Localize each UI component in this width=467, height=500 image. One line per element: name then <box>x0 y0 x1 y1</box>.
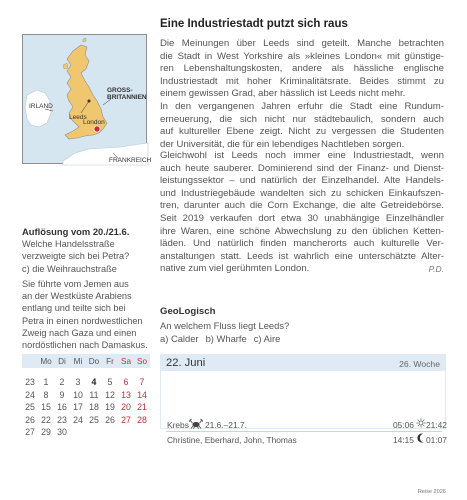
calendar-week-number: 26 <box>25 414 35 425</box>
sunset-time: 21:42 <box>426 420 447 430</box>
article-line: ihre Waren, eine schöne Abwechslung zu den üblichen Ketten- <box>160 225 444 237</box>
solution-answer: c) die Weihrauchstraße <box>22 264 117 274</box>
zodiac-date-range: 21.6.–21.7. <box>205 420 247 430</box>
calendar-week-number: 25 <box>25 402 35 413</box>
solution-line: nordöstlichen nach Damaskus. <box>22 340 148 351</box>
calendar-body <box>22 368 150 439</box>
calendar-day: 24 <box>73 414 83 425</box>
calendar-week-row <box>22 376 150 389</box>
article-title: Eine Industriestadt putzt sich raus <box>160 18 348 30</box>
day-panel <box>160 354 447 445</box>
calendar-day: 26 <box>105 414 115 425</box>
article-line: die Stadt in West Yorkshire als »kleines London« mit günstige- <box>160 50 444 62</box>
geo-option-c: c) Aire <box>253 333 281 344</box>
name-days: Christine, Eberhard, John, Thomas <box>167 435 297 445</box>
calendar-day: 14 <box>137 389 147 400</box>
calendar-day: 15 <box>41 402 51 413</box>
calendar-day: 11 <box>89 389 99 400</box>
calendar-day: 16 <box>57 402 67 413</box>
article-line: einem gewissen Grad, aber hässlich ist Leeds nicht mehr. <box>160 88 406 100</box>
calendar-weekday: Mo <box>40 356 52 366</box>
geo-quiz-title: GeoLogisch <box>160 306 216 317</box>
calendar-day: 1 <box>43 377 49 388</box>
calendar-day: 8 <box>43 389 49 400</box>
article-line: Industriestadt mit hoher Kriminalitätsrate. Beides stimmt zu <box>160 75 444 87</box>
calendar-day: 3 <box>75 377 81 388</box>
calendar-week-number: 27 <box>25 427 35 438</box>
solution-question-line: verzweigte sich bei Petra? <box>22 251 130 262</box>
calendar-day: 22 <box>41 414 51 425</box>
article-paragraph-2 <box>160 150 444 276</box>
sun-icon <box>416 418 426 428</box>
london-marker <box>94 126 100 132</box>
island-shape <box>63 63 68 69</box>
article-line: auf kultureller Ebene zeigt. Nicht zu vergessen die Studenten <box>160 126 444 138</box>
footer-label: Reise 2026 <box>417 489 446 495</box>
article-line: Die Meinungen über Leeds sind geteilt. Manche betrachten <box>160 38 444 49</box>
map-label-ireland: IRLAND <box>29 103 53 110</box>
geo-option-a: a) Calder <box>160 333 199 344</box>
map-label-france: FRANKREICH <box>109 157 152 164</box>
day-date: 22. Juni <box>166 357 206 369</box>
calendar-weekday: Mi <box>73 356 83 366</box>
calendar-weekday: Do <box>88 356 100 366</box>
calendar-weekday: Fr <box>106 356 114 366</box>
calendar-week-row <box>22 401 150 414</box>
calendar-week-row <box>22 389 150 402</box>
calendar-day: 23 <box>57 414 67 425</box>
solution-question <box>22 238 150 262</box>
moonset-time: 01:07 <box>426 435 447 445</box>
calendar-day: 20 <box>121 402 131 413</box>
solution-line: entlang und teilte sich bei <box>22 303 126 314</box>
article-line: erneuerung, die sich nicht nur städtebaulich, sondern auch <box>160 113 444 125</box>
article-line: Seit 2019 verkaufen dort etwa 30 unabhängige Einzelhändler <box>160 212 444 224</box>
calendar-day: 6 <box>123 377 129 388</box>
solution-title: Auflösung vom 20./21.6. <box>22 226 130 237</box>
article-line: und Industriegebäude wandelten sich zu schicken Einkaufszen- <box>160 187 444 199</box>
calendar-day: 13 <box>121 389 131 400</box>
calendar-day: 29 <box>41 427 51 438</box>
island-shape <box>83 38 86 42</box>
article-line: leistungssektor – und natürlich der Einzelhandel. Alte Handels- <box>160 175 444 187</box>
calendar-day: 17 <box>73 402 83 413</box>
calendar-day: 21 <box>137 402 147 413</box>
calendar-weekday: Di <box>58 356 66 366</box>
solution-line: Sie führte vom Jemen aus <box>22 279 129 289</box>
map-label-london: London <box>83 119 105 126</box>
mini-calendar <box>22 354 150 439</box>
geo-quiz-options <box>160 333 280 344</box>
map-label-gb-2: BRITANNIEN <box>107 94 147 101</box>
moon-icon <box>417 433 426 443</box>
article-line: der Universität, die für ein lebendiges Nachtleben sorgen. <box>160 138 405 150</box>
calendar-day: 12 <box>105 389 115 400</box>
leeds-marker <box>88 100 91 103</box>
calendar-day: 30 <box>57 427 67 438</box>
calendar-weekday: So <box>136 356 147 366</box>
map-label-leeds: Leeds <box>69 114 87 121</box>
geo-quiz-question: An welchem Fluss liegt Leeds? <box>160 320 290 331</box>
calendar-week-number: 24 <box>25 389 35 400</box>
uk-map <box>22 34 152 164</box>
article-line: Gleichwohl ist Leeds noch immer eine Industriestadt, wenn <box>160 150 444 161</box>
calendar-weekday-header <box>22 354 150 368</box>
calendar-day: 19 <box>105 402 115 413</box>
solution-explanation <box>22 278 150 351</box>
calendar-day: 2 <box>59 377 65 388</box>
moonrise-time: 14:15 <box>393 435 414 445</box>
zodiac-sign: Krebs <box>167 420 189 430</box>
calendar-day: 18 <box>89 402 99 413</box>
map-label-gb: GROSS- <box>107 87 133 94</box>
solution-line: Petra in einen nordwestlichen <box>22 315 143 326</box>
article-line: In den vergangenen Jahren erfuhr die Stadt eine Rundum- <box>160 100 444 112</box>
article-line: läden. Und natürlich finden mancherorts auch kulturelle Ver- <box>160 238 444 250</box>
article-line: anstaltungen statt. Leeds ist wahrlich eine unterschätzte Alter- <box>160 250 444 262</box>
calendar-day: 7 <box>139 377 145 388</box>
calendar-week-number: 23 <box>25 377 35 388</box>
solution-question-line: Welche Handelsstraße <box>22 239 115 249</box>
article-line: auch heute sauberer. Dominierend sind der Finanz- und Dienst- <box>160 162 444 174</box>
calendar-day: 5 <box>107 377 113 388</box>
article-line: tren, darunter auch die Corn Exchange, die alte Getreidebörse. <box>160 200 444 212</box>
day-notes-area <box>161 371 447 445</box>
article-paragraph-1 <box>160 38 444 151</box>
calendar-day: 9 <box>59 389 65 400</box>
sunrise-time: 05:06 <box>393 420 414 430</box>
article-line: ren Lebenshaltungskosten, andere als hässliche englische <box>160 63 444 75</box>
calendar-day: 28 <box>137 414 147 425</box>
calendar-week-row <box>22 414 150 427</box>
geo-option-b: b) Wharfe <box>205 333 247 344</box>
calendar-day: 10 <box>73 389 83 400</box>
calendar-day: 25 <box>89 414 99 425</box>
solution-line: Zweig nach Gaza und einen <box>22 327 137 338</box>
week-number: 26. Woche <box>399 359 440 369</box>
cancer-crab-icon <box>189 418 203 429</box>
author-initials: P.D. <box>428 264 444 274</box>
calendar-day: 4 <box>91 377 97 388</box>
article-line: native zum viel gerühmten London. <box>160 263 310 275</box>
solution-line: an der Westküste Arabiens <box>22 291 132 302</box>
calendar-weekday: Sa <box>120 356 131 366</box>
calendar-week-row <box>22 426 150 439</box>
divider <box>166 431 442 432</box>
calendar-day: 27 <box>121 414 131 425</box>
